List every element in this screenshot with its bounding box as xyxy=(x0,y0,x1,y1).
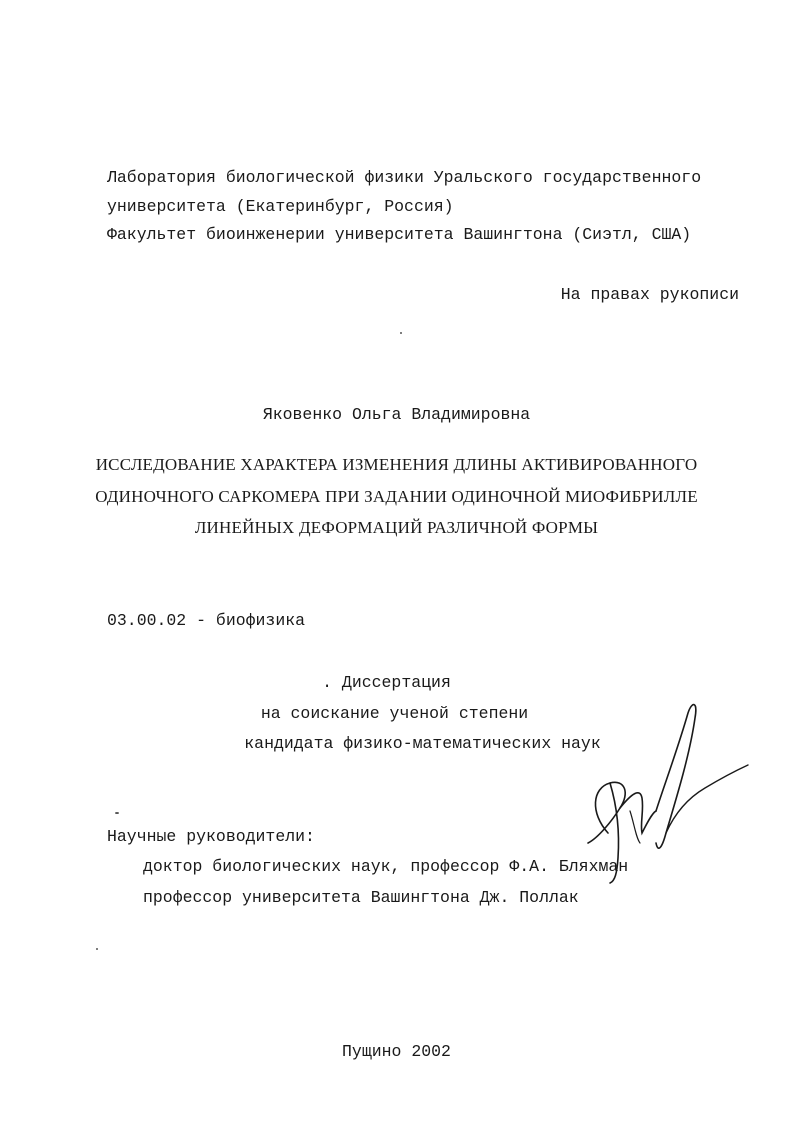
supervisor-1: доктор биологических наук, профессор Ф.А. Бляхман xyxy=(143,857,629,876)
title-line-1: ИССЛЕДОВАНИЕ ХАРАКТЕРА ИЗМЕНЕНИЯ ДЛИНЫ АКТИВИРОВАННОГО xyxy=(95,455,698,474)
header-line-3: Факультет биоинженерии университета Вашингтона (Сиэтл, США) xyxy=(107,225,692,244)
supervisors-label: Научные руководители: xyxy=(107,827,315,846)
handwritten-signature xyxy=(570,693,750,893)
specialty-code: 03.00.02 - биофизика xyxy=(107,611,306,630)
scan-speck xyxy=(96,948,98,950)
scan-speck xyxy=(400,332,402,334)
manuscript-note: На правах рукописи xyxy=(560,285,739,304)
dissertation-line-1: . Диссертация xyxy=(322,673,451,692)
dissertation-line-3: кандидата физико-математических наук xyxy=(244,734,601,753)
title-line-3: ЛИНЕЙНЫХ ДЕФОРМАЦИЙ РАЗЛИЧНОЙ ФОРМЫ xyxy=(194,518,599,537)
header-line-1: Лаборатория биологической физики Уральского государственного xyxy=(107,168,702,187)
header-line-2: университета (Екатеринбург, Россия) xyxy=(107,197,454,216)
author-name: Яковенко Ольга Владимировна xyxy=(262,405,531,424)
title-line-2: ОДИНОЧНОГО САРКОМЕРА ПРИ ЗАДАНИИ ОДИНОЧНОЙ МИОФИБРИЛЛЕ xyxy=(95,487,698,506)
footer-place-year: Пущино 2002 xyxy=(342,1042,451,1061)
dissertation-line-2: на соискание ученой степени xyxy=(260,704,529,723)
supervisor-2: профессор университета Вашингтона Дж. Поллак xyxy=(143,888,579,907)
scan-speck xyxy=(115,812,119,814)
